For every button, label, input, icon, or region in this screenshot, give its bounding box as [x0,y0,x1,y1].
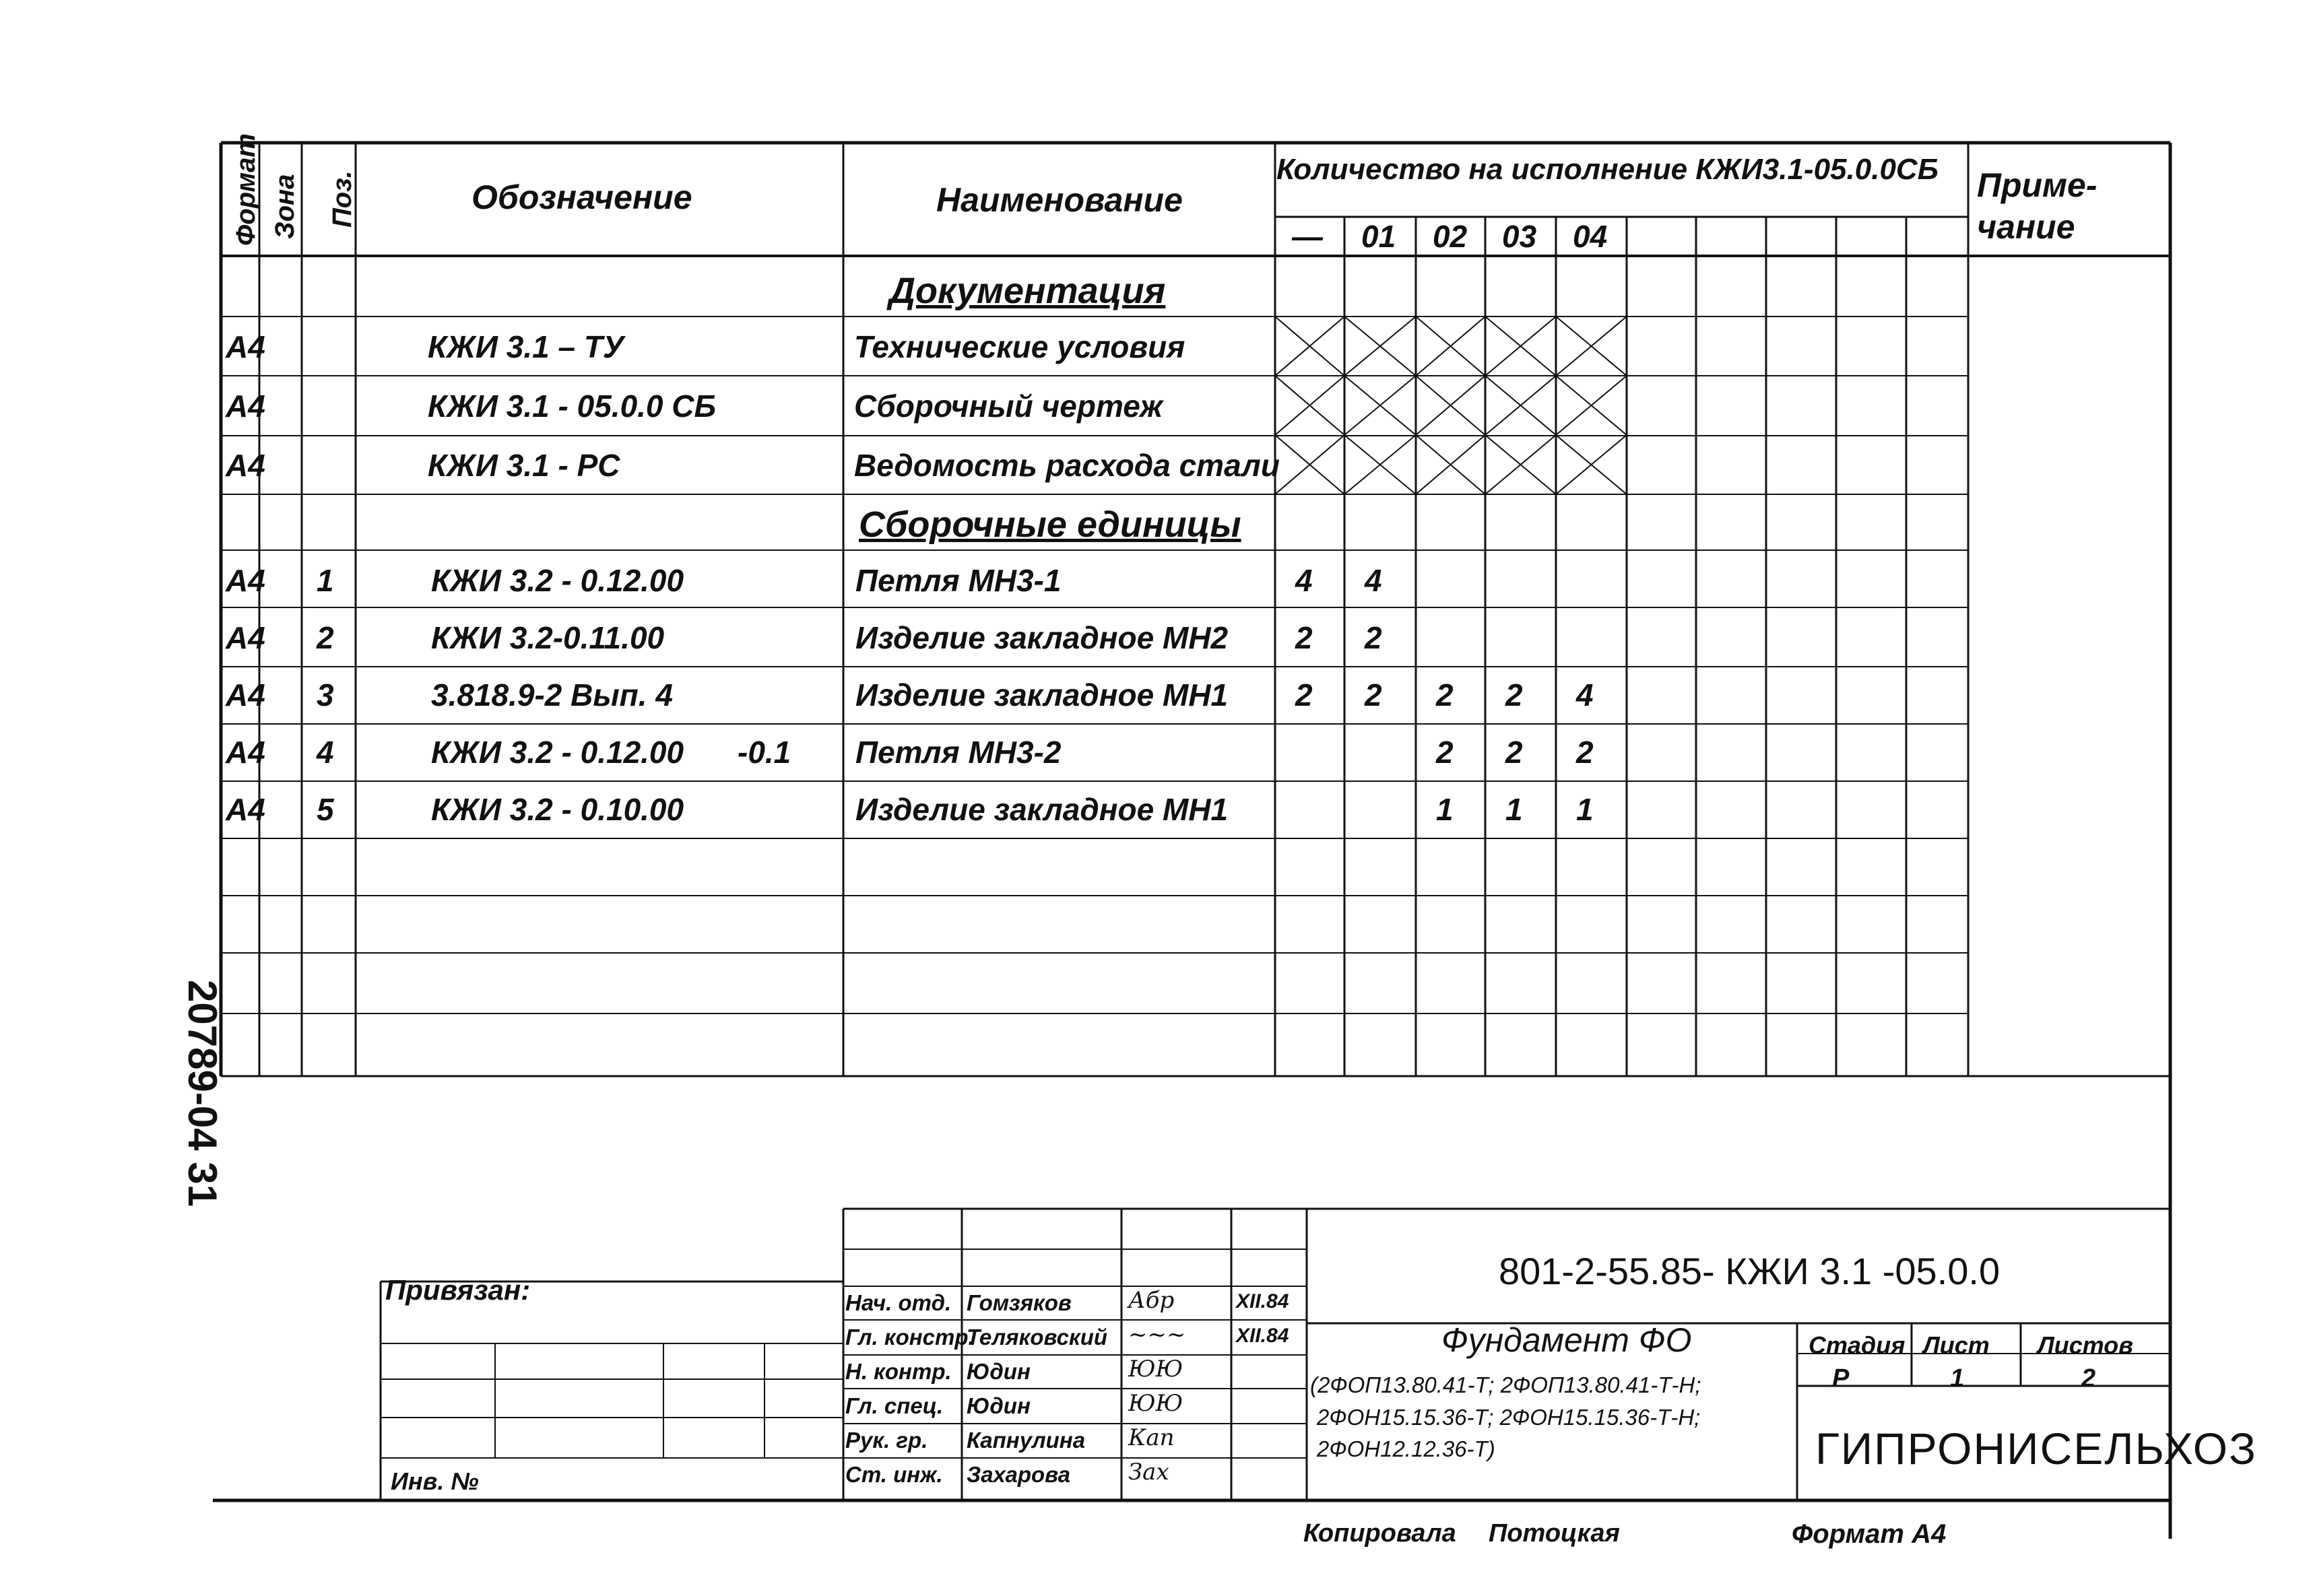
document-subtitle-2: 2ФОН15.15.36-Т; 2ФОН15.15.36-Т-Н; [1317,1405,1701,1430]
stamp-role: Гл. спец. [845,1393,944,1418]
item-quantity: 4 [1295,563,1313,598]
inv-label: Инв. № [391,1467,479,1495]
item-quantity: 1 [1436,792,1454,827]
stage-label: Стадия [1809,1331,1906,1359]
doc-row-format: А4 [226,389,265,424]
item-designation: 3.818.9-2 Вып. 4 [431,677,673,712]
item-suffix: -0.1 [738,735,791,770]
document-subtitle-1: (2ФОП13.80.41-Т; 2ФОП13.80.41-Т-Н; [1310,1372,1701,1397]
item-designation: КЖИ 3.2 - 0.12.00 [431,735,684,770]
item-format: А4 [226,735,265,770]
stamp-role: Рук. гр. [845,1428,928,1453]
item-pos: 1 [317,563,334,598]
item-pos: 5 [317,792,334,827]
variant-label: — [1292,219,1323,254]
sheet-label: Лист [1923,1331,1990,1359]
format-label: Формат А4 [1792,1519,1947,1549]
item-designation: КЖИ 3.2 - 0.12.00 [431,563,684,598]
item-quantity: 2 [1505,735,1523,770]
item-name: Петля МН3-1 [855,563,1062,598]
doc-row-format: А4 [226,329,265,364]
item-format: А4 [226,677,265,712]
stamp-signature: ЮЮ [1128,1390,1183,1417]
item-name: Изделие закладное МН1 [855,677,1229,712]
item-pos: 3 [317,677,334,712]
stamp-signature: Кап [1128,1424,1175,1451]
stamp-signature: Абр [1128,1287,1175,1314]
designation-header: Обозначение [471,178,692,216]
item-pos: 4 [317,735,334,770]
doc-row-name: Сборочный чертеж [854,389,1163,424]
stamp-role: Нач. отд. [845,1290,952,1315]
stamp-person: Теляковский [967,1325,1108,1350]
stamp-person: Юдин [967,1393,1031,1418]
item-quantity: 2 [1505,677,1523,712]
item-quantity: 2 [1436,735,1454,770]
stamp-person: Юдин [967,1359,1031,1384]
doc-row-designation: КЖИ 3.1 – ТУ [428,329,624,364]
item-designation: КЖИ 3.2 - 0.10.00 [431,792,684,827]
document-code: 801-2-55.85- КЖИ 3.1 -05.0.0 [1499,1250,2000,1292]
item-name: Петля МН3-2 [855,735,1062,770]
item-designation: КЖИ 3.2-0.11.00 [431,620,665,655]
organization-name: ГИПРОНИСЕЛЬХОЗ [1815,1424,2257,1473]
copied-label: Копировала [1303,1519,1456,1548]
item-quantity: 2 [1295,677,1313,712]
item-quantity: 1 [1505,792,1523,827]
stamp-signature: ЮЮ [1128,1356,1183,1383]
name-header: Наименование [936,181,1183,219]
item-quantity: 1 [1576,792,1594,827]
stamp-date: XII.84 [1236,1290,1289,1312]
item-format: А4 [226,563,265,598]
stamp-date: XII.84 [1236,1325,1289,1347]
item-format: А4 [226,620,265,655]
stamp-person: Захарова [967,1462,1070,1487]
section-documentation: Документация [889,271,1166,311]
note-header-2: чание [1977,208,2075,246]
item-quantity: 2 [1576,735,1594,770]
item-quantity: 2 [1365,620,1382,655]
item-pos: 2 [317,620,334,655]
stamp-person: Капнулина [967,1428,1086,1453]
side-archive-code: 20789-04 31 [180,980,225,1207]
stamp-signature: ~~~ [1128,1321,1186,1348]
item-format: А4 [226,792,265,827]
stamp-role: Ст. инж. [845,1462,943,1487]
variant-label: 03 [1502,219,1537,254]
document-subtitle-3: 2ФОН12.12.36-Т) [1317,1436,1495,1461]
variant-label: 01 [1361,219,1396,254]
stamp-role: Гл. констр. [845,1325,975,1350]
item-quantity: 2 [1295,620,1313,655]
stamp-person: Гомзяков [967,1290,1072,1315]
doc-row-name: Технические условия [854,329,1185,364]
item-name: Изделие закладное МН2 [855,620,1229,655]
variant-label: 04 [1573,219,1608,254]
item-name: Изделие закладное МН1 [855,792,1229,827]
document-title: Фундамент ФО [1441,1321,1692,1359]
quantity-header: Количество на исполнение КЖИ3.1-05.0.0СБ [1276,153,1939,186]
bound-label: Привязан: [385,1274,531,1306]
format-header: Формат [231,133,261,246]
note-header-1: Приме- [1977,166,2097,204]
doc-row-format: А4 [226,448,265,483]
item-quantity: 2 [1436,677,1454,712]
doc-row-designation: КЖИ 3.1 - 05.0.0 СБ [428,389,717,424]
doc-row-name: Ведомость расхода стали [854,448,1280,483]
sheets-label: Листов [2038,1331,2134,1359]
doc-row-designation: КЖИ 3.1 - РС [428,448,620,483]
zone-header: Зона [270,174,300,239]
item-quantity: 2 [1365,677,1382,712]
stamp-signature: Зах [1128,1459,1169,1486]
variant-label: 02 [1433,219,1468,254]
item-quantity: 4 [1365,563,1382,598]
stamp-role: Н. контр. [845,1359,952,1384]
section-assemblies: Сборочные единицы [859,504,1241,545]
copied-by: Потоцкая [1489,1519,1620,1548]
sheets-value: 2 [2081,1364,2096,1393]
stage-value: Р [1832,1364,1850,1393]
item-quantity: 4 [1576,677,1594,712]
pos-header: Поз. [327,170,357,228]
sheet-value: 1 [1950,1364,1965,1393]
